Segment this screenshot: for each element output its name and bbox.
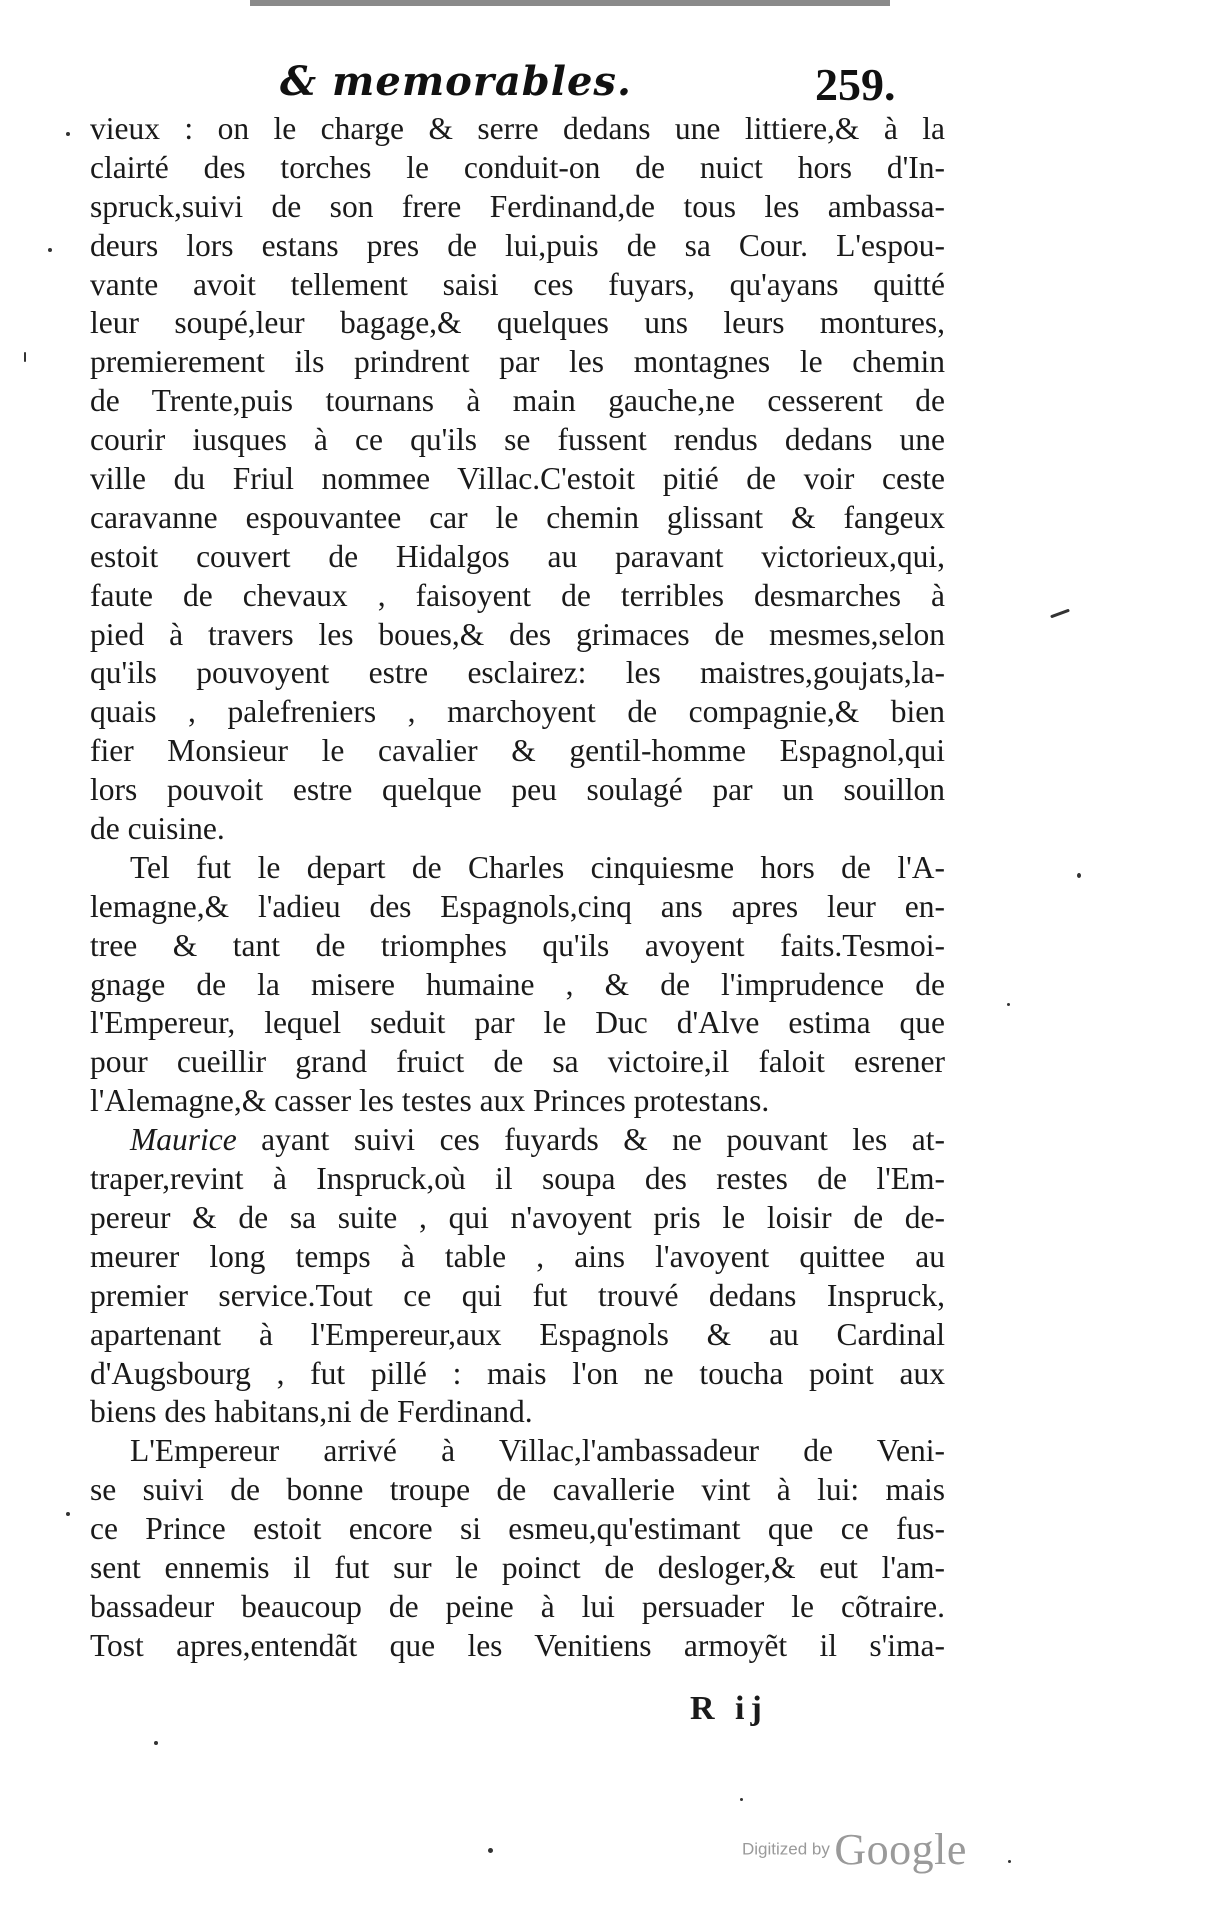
text-line: gnage de la misere humaine , & de l'imprudence de — [90, 966, 945, 1002]
digitization-watermark — [742, 1824, 967, 1875]
text-line: courir iusques à ce qu'ils se fussent rendus dedans une — [90, 422, 945, 458]
text-line: pied à travers les boues,& des grimaces de mesmes,selon — [90, 616, 945, 652]
text-line: deurs lors estans pres de lui,puis de sa Cour. L'espou- — [90, 227, 945, 263]
google-logo: Google — [834, 1825, 967, 1874]
top-edge-rule — [250, 0, 890, 6]
scan-speck — [1008, 1860, 1011, 1863]
watermark-prefix: Digitized by — [742, 1839, 830, 1859]
text-line: Tel fut le depart de Charles cinquiesme hors de l'A- — [130, 849, 945, 885]
text-line: de Trente,puis tournans à main gauche,ne cesserent de — [90, 383, 945, 419]
scan-speck — [740, 1798, 743, 1801]
scan-speck — [1050, 609, 1070, 619]
text-line: quais , palefreniers , marchoyent de compagnie,& bien — [90, 694, 945, 730]
text-line: sent ennemis il fut sur le poinct de desloger,& eut l'am- — [90, 1549, 945, 1585]
text-line: premier service.Tout ce qui fut trouvé dedans Inspruck, — [90, 1277, 945, 1313]
text-line: caravanne espouvantee car le chemin glissant & fangeux — [90, 499, 945, 535]
text-line: Maurice ayant suivi ces fuyards & ne pouvant les at- — [130, 1122, 945, 1158]
scan-speck — [66, 132, 70, 136]
scan-speck — [1007, 1003, 1010, 1006]
text-line: Tost apres,entendãt que les Venitiens armoyẽt il s'ima- — [90, 1627, 945, 1663]
text-line: spruck,suivi de son frere Ferdinand,de tous les ambassa- — [90, 188, 945, 224]
scan-speck — [1077, 873, 1081, 878]
text-line: lors pouvoit estre quelque peu soulagé par un souillon — [90, 772, 945, 808]
text-line: l'Alemagne,& casser les testes aux Princes protestans. — [90, 1083, 770, 1119]
text-line: clairté des torches le conduit-on de nuict hors d'In- — [90, 149, 945, 185]
text-line: pereur & de sa suite , qui n'avoyent pris le loisir de de- — [90, 1199, 945, 1235]
body-text — [90, 110, 945, 1666]
text-line: de cuisine. — [90, 811, 225, 847]
scan-speck — [488, 1848, 493, 1853]
text-line: bassadeur beaucoup de peine à lui persuader le cõtraire. — [90, 1588, 945, 1624]
running-title: & memorables. — [280, 58, 632, 105]
text-line: ville du Friul nommee Villac.C'estoit pitié de voir ceste — [90, 461, 945, 497]
text-line: faute de chevaux , faisoyent de terribles desmarches à — [90, 577, 945, 613]
page-number: 259. — [815, 59, 896, 110]
scan-speck — [66, 1512, 70, 1516]
text-line: tree & tant de triomphes qu'ils avoyent faits.Tesmoi- — [90, 927, 945, 963]
text-line: d'Augsbourg , fut pillé : mais l'on ne toucha point aux — [90, 1355, 945, 1391]
text-line: leur soupé,leur bagage,& quelques uns leurs montures, — [90, 305, 945, 341]
text-line: premierement ils prindrent par les montagnes le chemin — [90, 344, 945, 380]
text-line: vante avoit tellement saisi ces fuyars, qu'ayans quitté — [90, 266, 945, 302]
text-line: fier Monsieur le cavalier & gentil-homme Espagnol,qui — [90, 733, 945, 769]
text-line: vieux : on le charge & serre dedans une littiere,& à la — [90, 111, 945, 146]
text-line: l'Empereur, lequel seduit par le Duc d'Alve estima que — [90, 1005, 945, 1041]
text-line: meurer long temps à table , ains l'avoyent quittee au — [90, 1238, 945, 1274]
text-line: apartenant à l'Empereur,aux Espagnols & au Cardinal — [90, 1316, 945, 1352]
text-line: traper,revint à Inspruck,où il soupa des restes de l'Em- — [90, 1161, 945, 1197]
italic-name: Maurice — [130, 1122, 237, 1158]
text-line: estoit couvert de Hidalgos au paravant victorieux,qui, — [90, 538, 945, 574]
scan-speck — [24, 352, 26, 362]
text-line: pour cueillir grand fruict de sa victoire,il faloit esrener — [90, 1044, 945, 1080]
text-line: ce Prince estoit encore si esmeu,qu'estimant que ce fus- — [90, 1511, 945, 1547]
text-line: lemagne,& l'adieu des Espagnols,cinq ans apres leur en- — [90, 888, 945, 924]
text-line: biens des habitans,ni de Ferdinand. — [90, 1394, 533, 1430]
text-line: L'Empereur arrivé à Villac,l'ambassadeur de Veni- — [130, 1433, 945, 1469]
scan-speck — [154, 1741, 158, 1745]
scan-speck — [48, 248, 52, 252]
signature-mark: R ij — [690, 1690, 768, 1727]
text-line: qu'ils pouvoyent estre esclairez: les maistres,goujats,la- — [90, 655, 945, 691]
text-line: se suivi de bonne troupe de cavallerie vint à lui: mais — [90, 1472, 945, 1508]
